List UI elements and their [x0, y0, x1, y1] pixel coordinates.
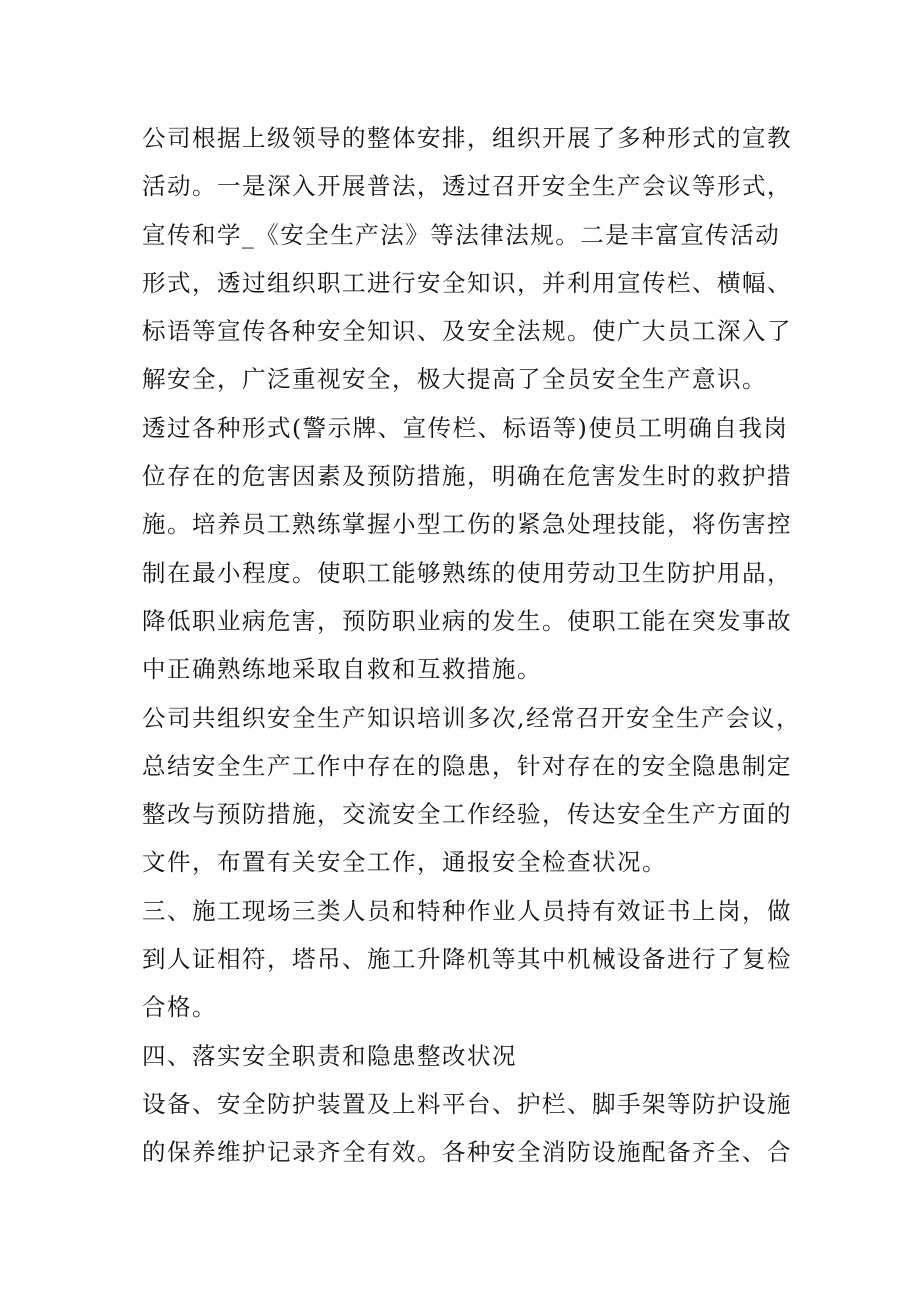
paragraph-line: 制在最小程度。使职工能够熟练的使用劳动卫生防护用品， [142, 558, 792, 587]
paragraph-line: 解安全，广泛重视安全，极大提高了全员安全生产意识。 [142, 365, 767, 394]
paragraph-line: 三、施工现场三类人员和特种作业人员持有效证书上岗，做 [142, 896, 792, 925]
paragraph-line: 透过各种形式(警示牌、宣传栏、标语等)使员工明确自我岗 [142, 413, 789, 442]
paragraph-line: 中正确熟练地采取自救和互救措施。 [142, 655, 542, 684]
paragraph-line: 整改与预防措施，交流安全工作经验，传达安全生产方面的 [142, 800, 792, 829]
paragraph-line: 文件，布置有关安全工作，通报安全检查状况。 [142, 848, 667, 877]
paragraph-line: 降低职业病危害，预防职业病的发生。使职工能在突发事故 [142, 606, 792, 635]
paragraph-line: 公司共组织安全生产知识培训多次,经常召开安全生产会议， [142, 703, 801, 732]
paragraph-line: 设备、安全防护装置及上料平台、护栏、脚手架等防护设施 [142, 1089, 792, 1118]
paragraph-line: 公司根据上级领导的整体安排，组织开展了多种形式的宣教 [142, 124, 792, 152]
paragraph-line: 活动。一是深入开展普法，透过召开安全生产会议等形式， [142, 172, 792, 201]
document-body [142, 114, 801, 1177]
paragraph-line: 宣传和学_《安全生产法》等法律法规。二是丰富宣传活动 [142, 220, 781, 249]
section-heading: 四、落实安全职责和隐患整改状况 [142, 1041, 517, 1070]
paragraph-line: 到人证相符，塔吊、施工升降机等其中机械设备进行了复检 [142, 945, 792, 974]
paragraph-line: 标语等宣传各种安全知识、及安全法规。使广大员工深入了 [142, 317, 792, 346]
paragraph-line: 形式，透过组织职工进行安全知识，并利用宣传栏、横幅、 [142, 268, 792, 297]
paragraph-line: 位存在的危害因素及预防措施，明确在危害发生时的救护措 [142, 462, 792, 491]
paragraph-line: 总结安全生产工作中存在的隐患，针对存在的安全隐患制定 [142, 751, 792, 780]
paragraph-line: 施。培养员工熟练掌握小型工伤的紧急处理技能，将伤害控 [142, 510, 792, 539]
paragraph-line: 的保养维护记录齐全有效。各种安全消防设施配备齐全、合 [142, 1138, 792, 1167]
paragraph-line: 合格。 [142, 993, 217, 1022]
